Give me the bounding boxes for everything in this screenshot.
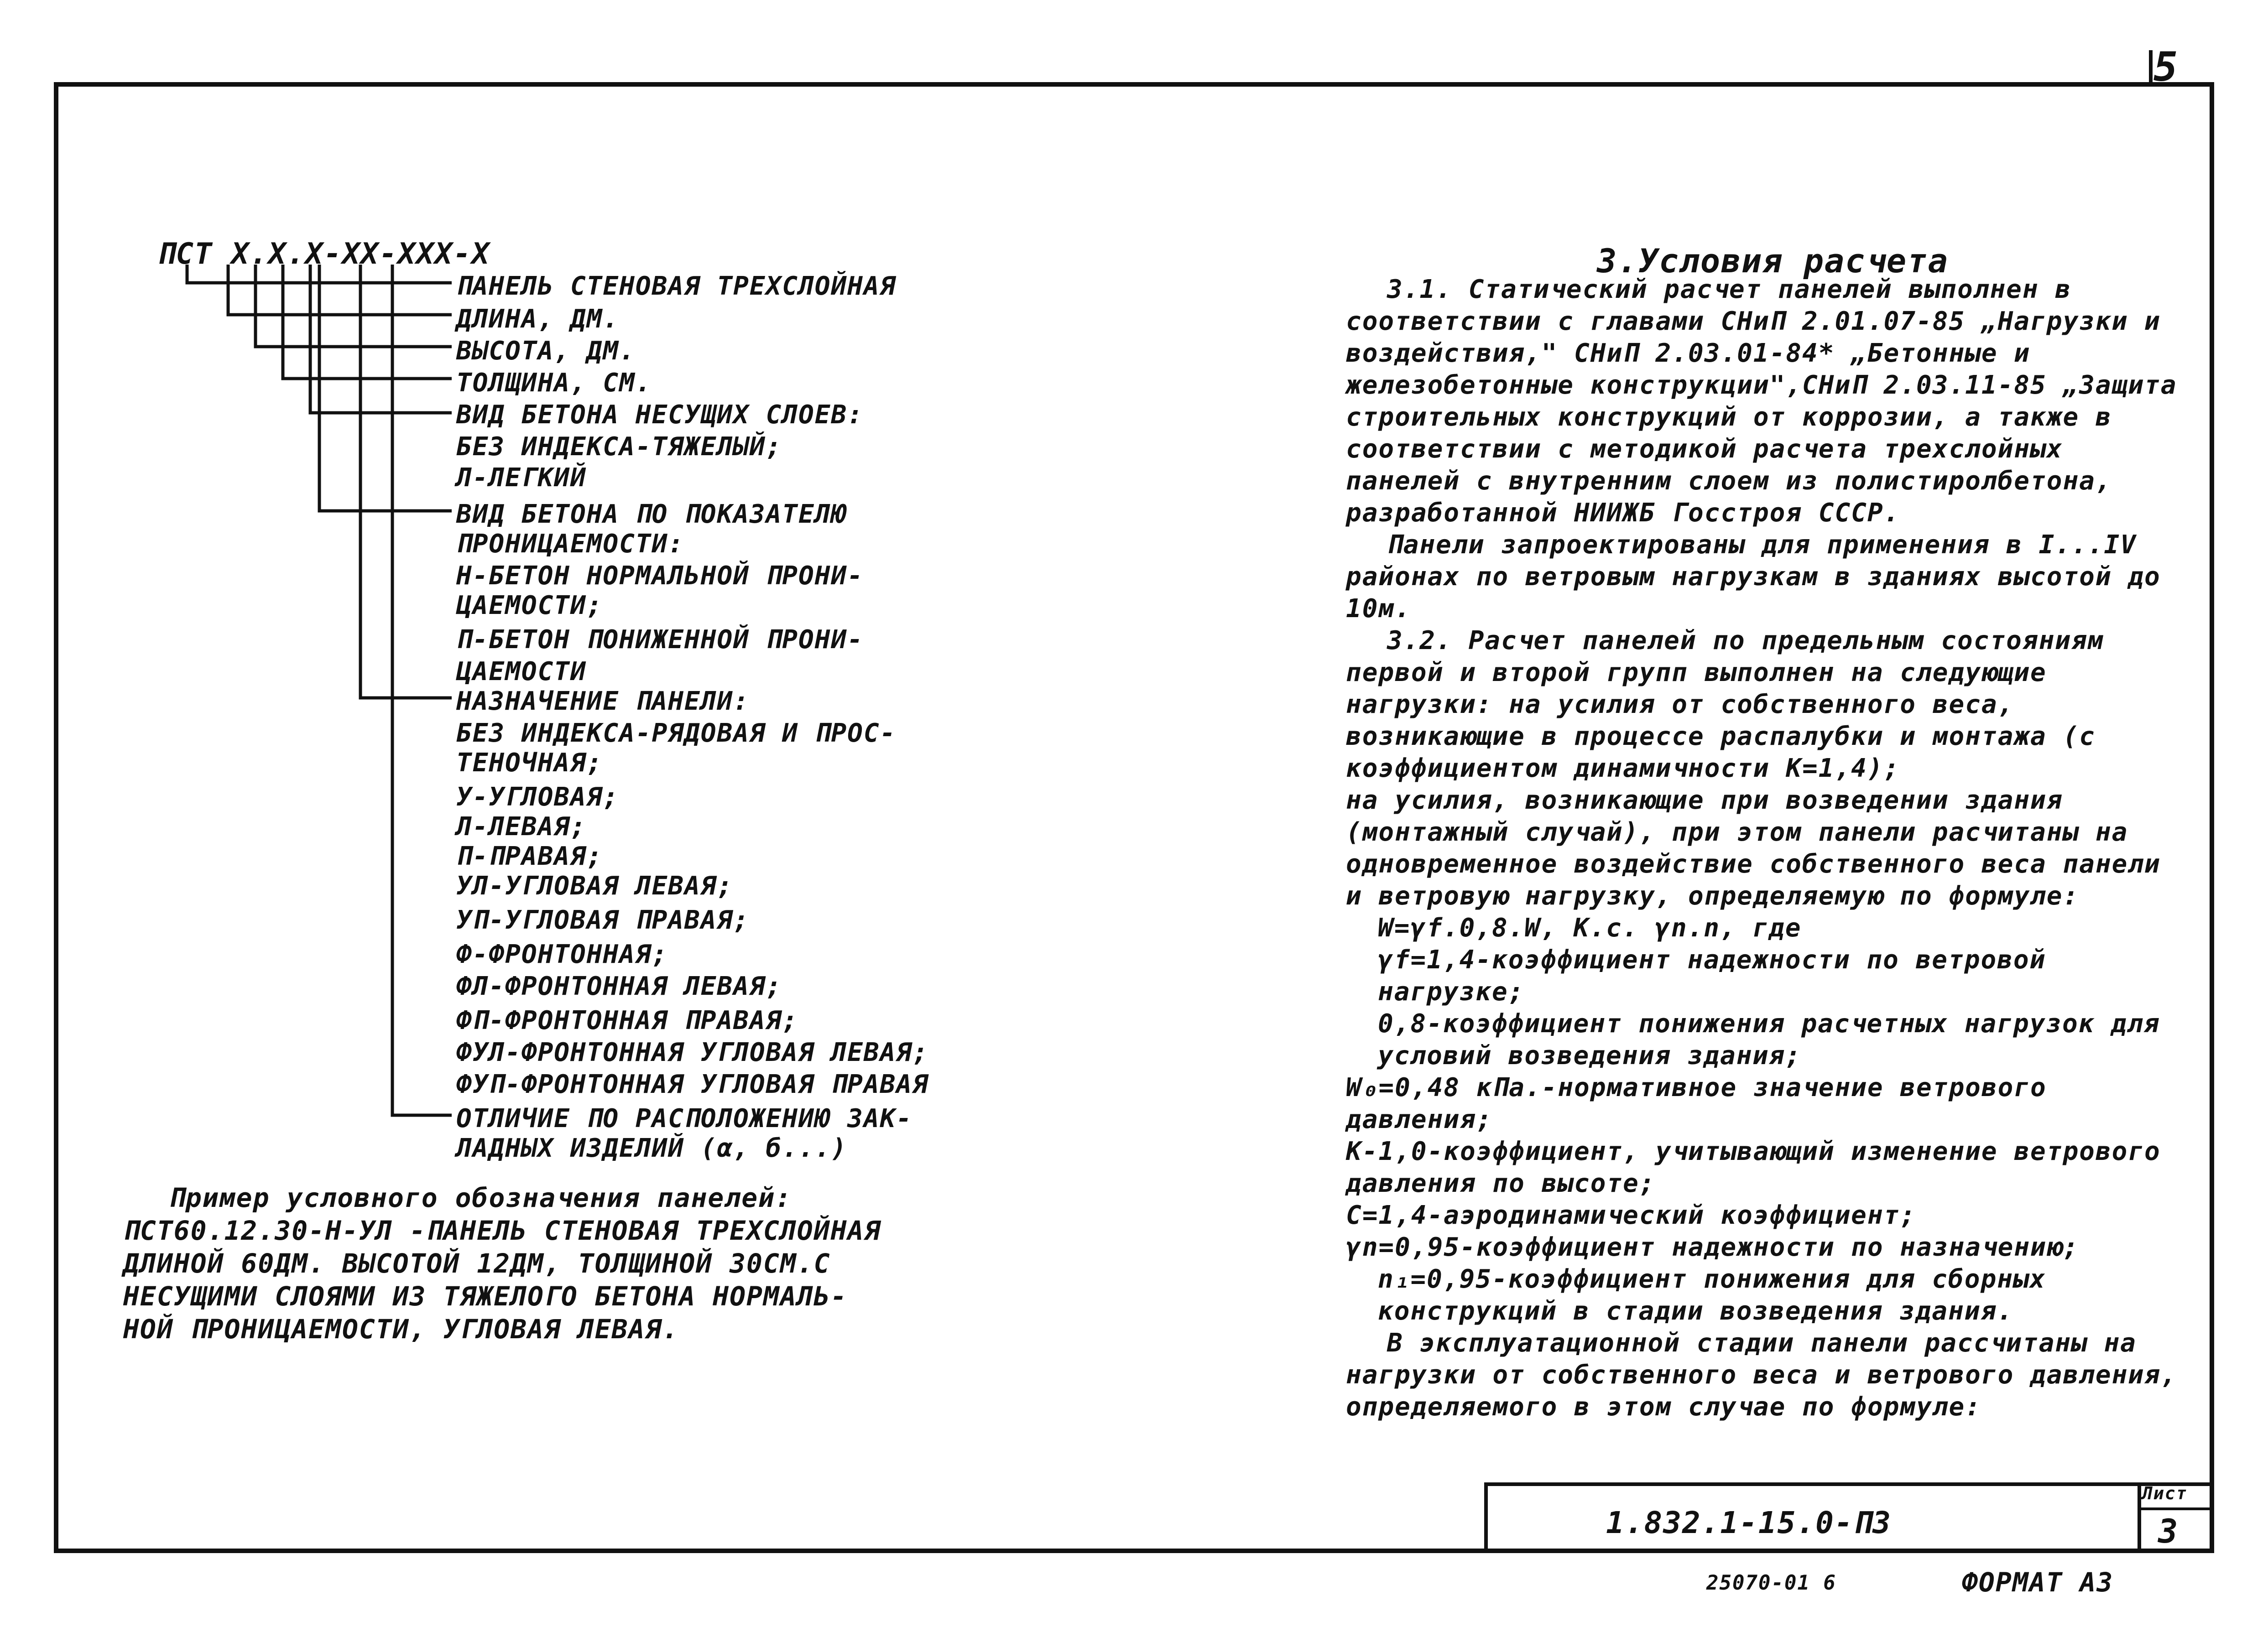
code-scheme-header: ПСТ Х.Х.Х-ХХ-ХХХ-Х — [157, 237, 490, 271]
section-body — [1346, 274, 2181, 1423]
paper-format: ФОРМАТ А3 — [1962, 1567, 2114, 1598]
label-length: ДЛИНА, ДМ. — [456, 304, 620, 334]
label-panel-purpose: НАЗНАЧЕНИЕ ПАНЕЛИ: — [456, 686, 750, 716]
label-corner-right: УП-УГЛОВАЯ ПРАВАЯ; — [456, 905, 750, 935]
label-gable-left: ФЛ-ФРОНТОННАЯ ЛЕВАЯ; — [456, 972, 782, 1001]
label-permeability-3: ЦАЕМОСТИ — [456, 657, 587, 686]
section-paragraph: на усилия, возникающие при возведении здания (монтажный случай), при этом панели расчитаны на одновременное воздействие собственного веса панели и ветровую нагрузку, определяемую по формуле: — [1346, 785, 2161, 911]
label-gable-corner-right: ФУП-ФРОНТОННАЯ УГЛОВАЯ ПРАВАЯ — [456, 1070, 929, 1099]
section-paragraph: Панели запроектированы для применения в I...IV районах по ветровым нагрузкам в зданиях высотой до 10м. — [1346, 530, 2161, 624]
section-paragraph: 3.2. Расчет панелей по предельным состояниям первой и второй групп выполнен на следующие нагрузки: на усилия от собственного веса, возникающие в процессе распалубки и монтажа (с коэффициентом динамичности К=1,4); — [1346, 626, 2104, 783]
section-paragraph: γn=0,95-коэффициент надежности по назначению; — [1346, 1232, 2080, 1262]
label-gable-right: ФП-ФРОНТОННАЯ ПРАВАЯ; — [456, 1006, 799, 1035]
example-line: НОЙ ПРОНИЦАЕМОСТИ, УГЛОВАЯ ЛЕВАЯ. — [123, 1314, 679, 1345]
label-left: Л-ЛЕВАЯ; — [456, 812, 587, 842]
label-no-index-row: БЕЗ ИНДЕКСА-РЯДОВАЯ И ПРОС- — [456, 718, 897, 748]
section-paragraph: В эксплуатационной стадии панели рассчитаны на нагрузки от собственного веса и ветрового давления, определяемого в этом случае по формуле: — [1346, 1328, 2177, 1422]
section-paragraph: K-1,0-коэффициент, учитывающий изменение ветрового давления по высоте; — [1346, 1137, 2161, 1198]
section-paragraph: C=1,4-аэродинамический коэффициент; — [1346, 1201, 1917, 1230]
corner-divider — [2149, 50, 2153, 82]
section-paragraph: 0,8-коэффициент понижения расчетных нагрузок для условий возведения здания; — [1378, 1009, 2160, 1071]
label-embedded-parts: ОТЛИЧИЕ ПО РАСПОЛОЖЕНИЮ ЗАК- — [456, 1104, 913, 1133]
section-paragraph: n₁=0,95-коэффициент понижения для сборных конструкций в стадии возведения здания. — [1378, 1264, 2046, 1326]
example-line: НЕСУЩИМИ СЛОЯМИ ИЗ ТЯЖЕЛОГО БЕТОНА НОРМАЛЬ- — [123, 1281, 848, 1312]
sheet-number: 3 — [2158, 1512, 2179, 1550]
label-reduced-permeability: П-БЕТОН ПОНИЖЕННОЙ ПРОНИ- — [456, 625, 864, 655]
label-pier: ТЕНОЧНАЯ; — [456, 748, 603, 778]
label-concrete-type: ВИД БЕТОНА НЕСУЩИХ СЛОЕВ: — [456, 400, 864, 430]
sheet-corner-number: 5 — [2153, 43, 2179, 90]
inventory-number: 25070-01 6 — [1706, 1571, 1836, 1595]
label-height: ВЫСОТА, ДМ. — [456, 336, 636, 366]
document-code: 1.832.1-15.0-ПЗ — [1606, 1505, 1892, 1540]
example-line: ПСТ60.12.30-Н-УЛ -ПАНЕЛЬ СТЕНОВАЯ ТРЕХСЛОЙНАЯ — [123, 1215, 881, 1246]
sheet-label: Лист — [2142, 1483, 2188, 1503]
label-permeability-2: ЦАЕМОСТИ; — [456, 591, 603, 620]
label-no-index-heavy: БЕЗ ИНДЕКСА-ТЯЖЕЛЫЙ; — [456, 432, 782, 462]
label-corner-left: УЛ-УГЛОВАЯ ЛЕВАЯ; — [456, 871, 734, 901]
example-line: Пример условного обозначения панелей: — [169, 1182, 792, 1213]
label-permeability: ПРОНИЦАЕМОСТИ: — [456, 529, 685, 559]
label-permeability-type: ВИД БЕТОНА ПО ПОКАЗАТЕЛЮ — [456, 499, 848, 529]
label-embedded-parts-2: ЛАДНЫХ ИЗДЕЛИЙ (α, б...) — [456, 1133, 848, 1163]
label-panel-type: ПАНЕЛЬ СТЕНОВАЯ ТРЕХСЛОЙНАЯ — [456, 271, 897, 301]
label-thickness: ТОЛЩИНА, СМ. — [456, 368, 652, 398]
designation-example — [123, 1181, 944, 1346]
section-paragraph: 3.1. Статический расчет панелей выполнен в соответствии с главами СНиП 2.01.07-85 „Нагрузки и воздействия," СНиП 2.03.01-84* „Бетонные и железобетонные конструкции",СНиП 2.03.11-85 „Защита строительных конструкций от коррозии, а также в соответствии с методикой расчета трехслойных панелей с внутренним слоем из полистиролбетона, разработанной НИИЖБ Госстроя СССР. — [1346, 275, 2177, 528]
section-paragraph: W=γf.0,8.W, K.c. γn.n, где — [1378, 913, 1802, 943]
section-title: 3.Условия расчета — [1597, 242, 1949, 280]
section-paragraph: W₀=0,48 кПа.-нормативное значение ветрового давления; — [1346, 1073, 2047, 1134]
label-normal-permeability: Н-БЕТОН НОРМАЛЬНОЙ ПРОНИ- — [456, 561, 864, 591]
label-gable-corner-left: ФУЛ-ФРОНТОННАЯ УГЛОВАЯ ЛЕВАЯ; — [456, 1038, 929, 1067]
example-line: ДЛИНОЙ 60ДМ. ВЫСОТОЙ 12ДМ, ТОЛЩИНОЙ 30СМ.С — [123, 1248, 831, 1279]
label-corner: У-УГЛОВАЯ; — [456, 782, 620, 812]
label-right: П-ПРАВАЯ; — [456, 842, 603, 871]
label-gable: Ф-ФРОНТОННАЯ; — [456, 940, 668, 969]
label-light: Л-ЛЕГКИЙ — [456, 463, 587, 493]
section-paragraph: γf=1,4-коэффициент надежности по ветровой нагрузке; — [1378, 945, 2046, 1007]
